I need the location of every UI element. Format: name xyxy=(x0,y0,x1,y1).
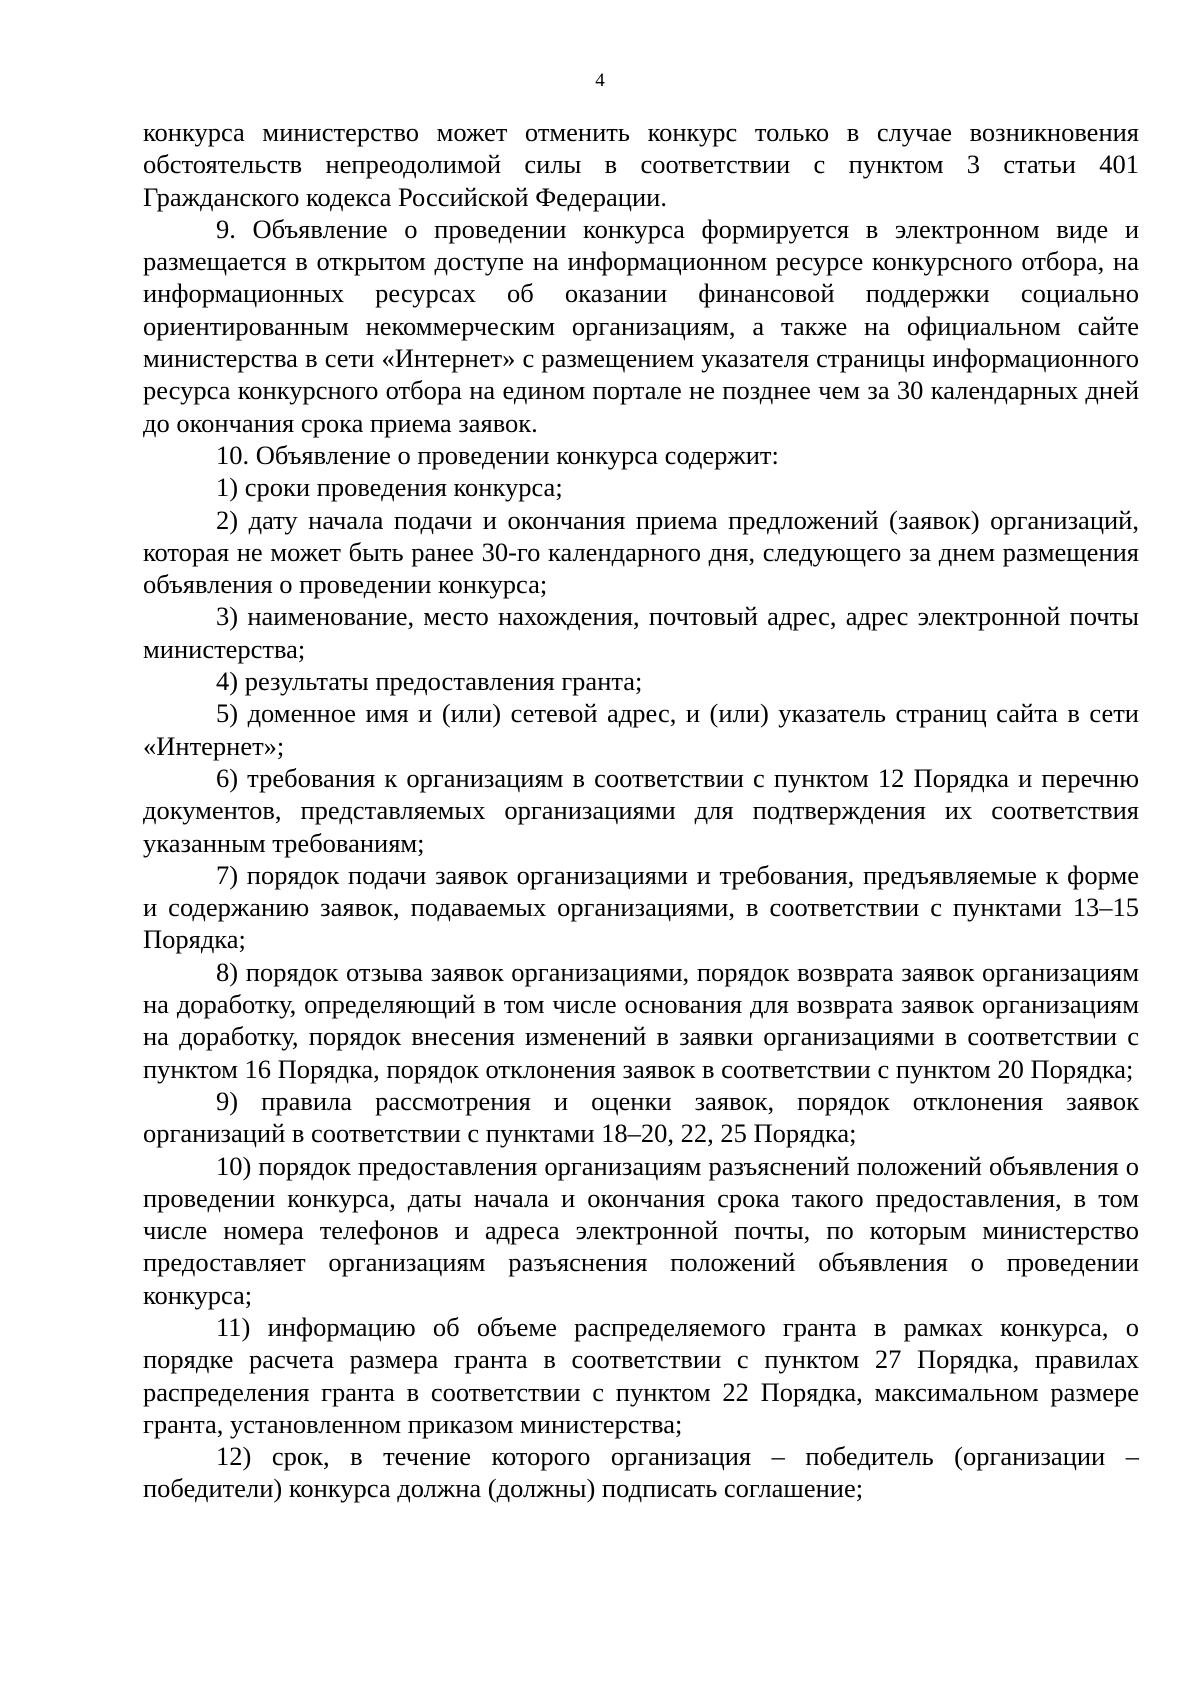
paragraph-item-9: 9. Объявление о проведении конкурса формируется в электронном виде и размещается в открытом доступе на информационном ресурсе конкурсного отбора, на информационных ресурсах об оказании финансовой поддержки социально ориентированным некоммерческим организациям, а также на официальном сайте министерства в сети «Интернет» с размещением указателя страницы информационного ресурса конкурсного отбора на едином портале не позднее чем за 30 календарных дней до окончания срока приема заявок. xyxy=(143,213,1139,438)
list-item-6: 6) требования к организациям в соответствии с пунктом 12 Порядка и перечню документов, представляемых организациями для подтверждения их соответствия указанным требованиям; xyxy=(143,762,1139,858)
list-item-4: 4) результаты предоставления гранта; xyxy=(216,666,643,697)
page-number: 4 xyxy=(595,70,605,91)
list-item-11: 11) информацию об объеме распределяемого гранта в рамках конкурса, о порядке расчета размера гранта в соответствии с пунктом 27 Порядка, правилах распределения гранта в соответствии с пунктом 22 Порядка, максимальном размере гранта, установленном приказом министерства; xyxy=(143,1311,1139,1439)
paragraph-continuation: конкурса министерство может отменить конкурс только в случае возникновения обстоятельств непреодолимой силы в соответствии с пунктом 3 статьи 401 Гражданского кодекса Российской Федерации. xyxy=(143,117,1139,212)
list-item-5: 5) доменное имя и (или) сетевой адрес, и (или) указатель страниц сайта в сети «Интернет»; xyxy=(143,698,1139,761)
list-item-7: 7) порядок подачи заявок организациями и требования, предъявляемые к форме и содержанию заявок, подаваемых организациями, в соответствии с пунктами 13–15 Порядка; xyxy=(143,859,1139,955)
list-item-8: 8) порядок отзыва заявок организациями, порядок возврата заявок организациям на доработку, определяющий в том числе основания для возврата заявок организациям на доработку, порядок внесения изменений в заявки организациями в соответствии с пунктом 16 Порядка, порядок отклонения заявок в соответствии с пунктом 20 Порядка; xyxy=(143,956,1139,1084)
list-item-10: 10) порядок предоставления организациям разъяснений положений объявления о проведении конкурса, даты начала и окончания срока такого предоставления, в том числе номера телефонов и адреса электронной почты, по которым министерство предоставляет организациям разъяснения положений объявления о проведении конкурса; xyxy=(143,1150,1139,1310)
list-item-1: 1) сроки проведения конкурса; xyxy=(216,472,563,503)
paragraph-item-10: 10. Объявление о проведении конкурса содержит: xyxy=(216,439,779,470)
list-item-3: 3) наименование, место нахождения, почтовый адрес, адрес электронной почты министерства; xyxy=(143,601,1139,664)
document-body xyxy=(143,116,1139,1505)
list-item-2: 2) дату начала подачи и окончания приема предложений (заявок) организаций, которая не может быть ранее 30-го календарного дня, следующего за днем размещения объявления о проведении конкурса; xyxy=(143,504,1139,600)
list-item-12: 12) срок, в течение которого организация – победитель (организации – победители) конкурса должна (должны) подписать соглашение; xyxy=(143,1441,1139,1504)
list-item-9: 9) правила рассмотрения и оценки заявок, порядок отклонения заявок организаций в соответствии с пунктами 18–20, 22, 25 Порядка; xyxy=(143,1085,1139,1149)
